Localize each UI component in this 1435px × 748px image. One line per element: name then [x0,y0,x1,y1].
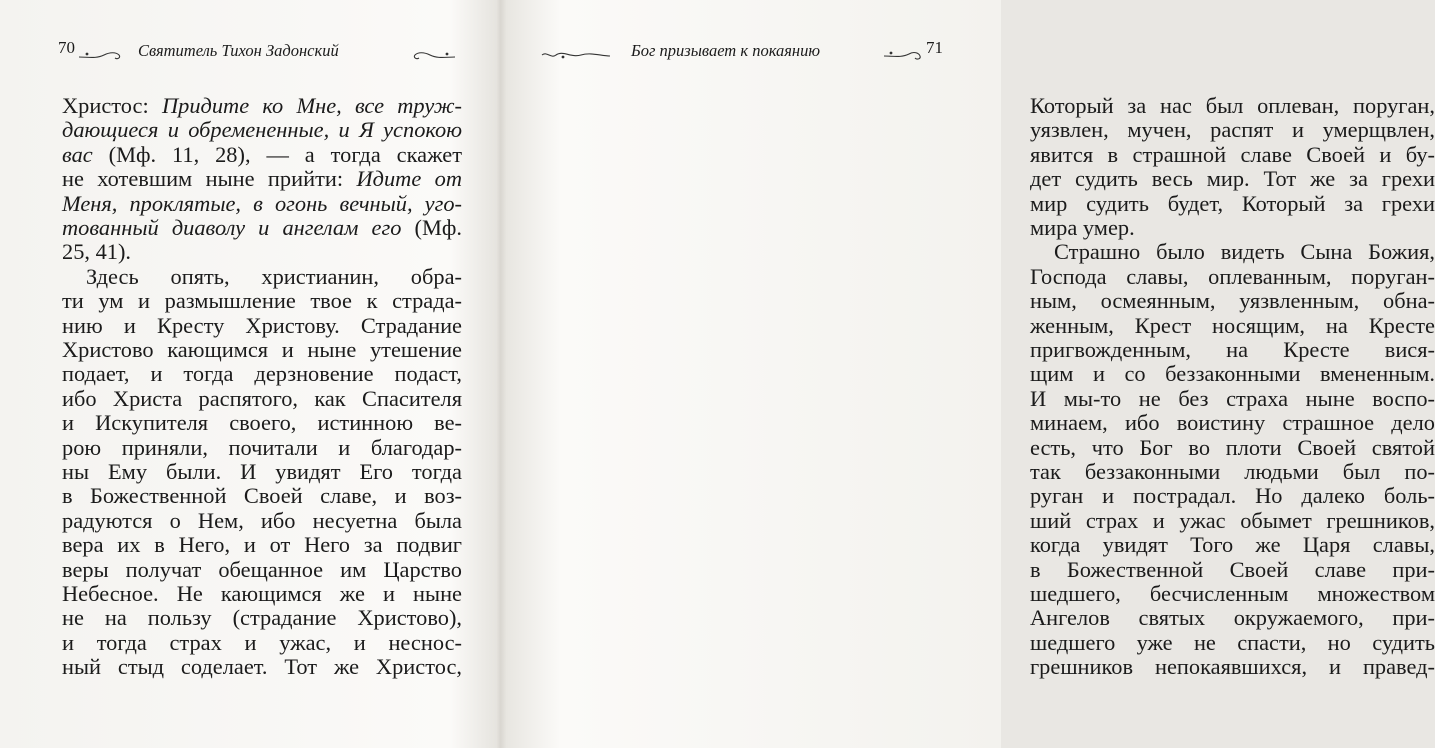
text-line: грешников непокаявшихся, и правед- [1030,654,1435,680]
text-line: радуются о Нем, ибо несуетна была [62,507,462,533]
text-line: нию и Кресту Христову. Страдание [62,312,462,338]
page-number: 70 [58,38,75,57]
text-line: 25, 41). [62,239,132,265]
text-line: веры получат обещанное им Царство [62,556,462,582]
text-line: Ангелов святых окружаемого, при- [1030,605,1435,631]
text-line: рою приняли, почитали и благодар- [62,434,462,460]
text-line: вас (Мф. 11, 28), — а тогда скажет [62,141,462,167]
text-line: Христос: Придите ко Мне, все труж- [62,93,462,118]
text-line: Страшно было видеть Сына Божия, [1054,239,1435,265]
page-number: 71 [926,38,943,57]
text-line: И мы-то не без страха ныне воспо- [1030,385,1435,411]
text-line: руган и пострадал. Но далеко боль- [1030,483,1435,509]
text-line: в Божественной Своей славе при- [1030,556,1435,582]
text-line: не на пользу (страдание Христово), [62,605,462,631]
running-header: Святитель Тихон Задонский [138,41,339,60]
text-line: Небесное. Не кающимся же и ныне [62,581,462,606]
text-line: ным, осмеянным, уязвленным, обна- [1030,288,1435,314]
text-line: Господа славы, оплеванным, поруган- [1030,263,1435,289]
text-line: явится в страшной славе Своей и бу- [1030,141,1435,167]
text-line: ший страх и ужас обымет грешников, [1030,507,1435,533]
text-line: в Божественной Своей славе, и воз- [62,483,462,509]
text-line: женным, Крест носящим, на Кресте [1030,312,1435,338]
text-line: ный стыд соделает. Тот же Христос, [62,654,462,680]
text-line: Здесь опять, христианин, обра- [86,263,462,289]
text-line: ибо Христа распятого, как Спасителя [62,385,462,411]
text-line: подает, и тогда дерзновение подаст, [62,361,462,387]
running-header: Бог призывает к покаянию [631,41,820,60]
text-line: шедшего, бесчисленным множеством [1030,581,1435,606]
text-line: есть, что Бог во плоти Своей святой [1030,434,1435,460]
text-line: Меня, проклятые, в огонь вечный, уго- [62,190,462,216]
text-line: Который за нас был оплеван, поруган, [1030,93,1435,118]
text-line: щим и со беззаконными вмененным. [1030,361,1435,387]
text-line: ти ум и размышление твое к страда- [62,288,462,314]
text-line: вера их в Него, и от Него за подвиг [62,532,462,558]
text-line: не хотевшим ныне прийти: Идите от [62,166,462,192]
text-line: тованный диаволу и ангелам его (Мф. [62,215,463,240]
text-line: минаем, ибо воистину страшное дело [1030,410,1435,436]
text-line: уязвлен, мучен, распят и умерщвлен, [1030,117,1435,143]
text-line: когда увидят Того же Царя славы, [1030,532,1435,558]
text-line: так беззаконными людьми был по- [1030,459,1435,484]
text-line: Христово кающимся и ныне утешение [62,337,462,362]
text-line: пригвожденным, на Кресте вися- [1030,337,1435,362]
text-line: дет судить весь мир. Тот же за грехи [1030,166,1435,192]
text-line: дающиеся и обремененные, и Я успокою [62,117,462,143]
text-line: мир судить будет, Который за грехи [1030,190,1435,216]
text-line: ны Ему были. И увидят Его тогда [62,459,462,484]
text-line: и тогда страх и ужас, и неснос- [62,629,462,655]
text-line: шедшего уже не спасти, но судить [1030,629,1435,655]
text-line: мира умер. [1030,215,1135,240]
text-line: и Искупителя своего, истинною ве- [62,410,462,436]
